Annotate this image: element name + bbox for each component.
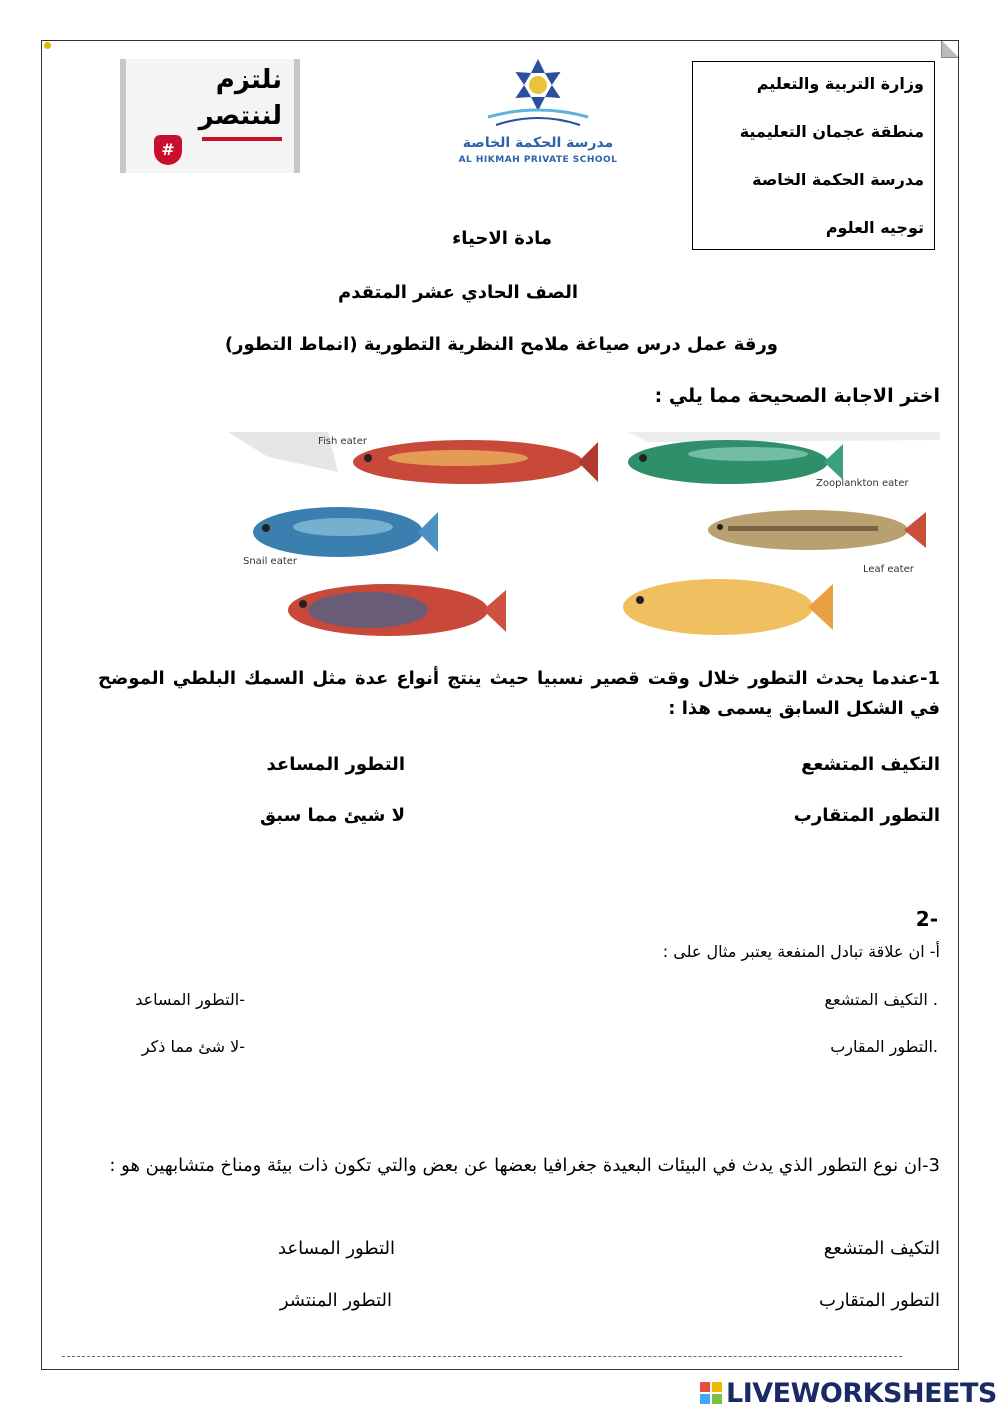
subject-title: مادة الاحياء (452, 228, 552, 249)
school-logo (448, 55, 628, 175)
page-corner-fold (941, 41, 958, 58)
q3-option[interactable]: التطور المساعد (277, 1238, 395, 1259)
q2-option[interactable]: . التكيف المتشعع (824, 990, 938, 1009)
ministry-line: توجيه العلوم (825, 218, 924, 237)
question-3-text: 3-ان نوع التطور الذي يدث في البيئات البعيدة جغرافيا بعضها عن بعض والتي تكون ذات بيئة ومناخ متشابهين هو : (109, 1155, 940, 1176)
liveworksheets-logo-icon (700, 1382, 722, 1404)
slogan-line-2: لننتصر (198, 101, 282, 131)
q1-option[interactable]: لا شيئ مما سبق (260, 805, 405, 826)
ministry-line: منطقة عجمان التعليمية (739, 122, 924, 141)
worksheet-title: ورقة عمل درس صياغة ملامح النظرية التطورية (انماط التطور) (224, 334, 778, 355)
question-2-text: أ- ان علاقة تبادل المنفعة يعتبر مثال على : (662, 942, 940, 961)
red-blue-cichlid-fish (288, 584, 506, 636)
ministry-header-box (692, 61, 935, 250)
slogan-underline (202, 137, 282, 141)
slogan-banner (120, 59, 300, 173)
q2-option[interactable]: -التطور المساعد (135, 990, 245, 1009)
fish-label: Zooplankton eater (816, 478, 909, 489)
q3-option[interactable]: التكيف المتشعع (823, 1238, 940, 1259)
q1-option[interactable]: التطور المتقارب (793, 805, 940, 826)
yellow-cichlid-fish (623, 579, 833, 635)
fish-eater-fish (353, 440, 598, 484)
hashtag-shield-icon: # (154, 135, 182, 165)
ministry-line: مدرسة الحكمة الخاصة (752, 170, 924, 189)
grade-title: الصف الحادي عشر المتقدم (338, 282, 578, 303)
school-logo-icon (448, 55, 628, 135)
q1-option[interactable]: التطور المساعد (266, 754, 405, 775)
fish-label: Snail eater (243, 556, 298, 567)
slogan-line-1: نلتزم (215, 65, 282, 95)
q3-option[interactable]: التطور المنتشر (279, 1290, 392, 1311)
zooplankton-eater-fish (628, 440, 843, 484)
school-logo-arabic: مدرسة الحكمة الخاصة (462, 135, 614, 151)
fish-label: Fish eater (318, 436, 367, 447)
pin-icon (44, 42, 51, 49)
instruction-text: اختر الاجابة الصحيحة مما يلي : (654, 385, 940, 407)
q1-option[interactable]: التكيف المتشعع (801, 754, 940, 775)
question-1-text: 1-عندما يحدث التطور خلال وقت قصير نسبيا حيث ينتج أنواع عدة مثل السمك البلطي الموضح في الشكل السابق يسمى هذا : (98, 668, 940, 719)
snail-eater-fish (253, 507, 438, 557)
leaf-eater-fish (708, 510, 926, 550)
footer-dashed-divider (62, 1356, 902, 1357)
fish-label: Leaf eater (863, 564, 914, 575)
q2-option[interactable]: -لا شئ مما ذكر (141, 1037, 245, 1056)
question-2-number: -2 (915, 907, 938, 931)
cichlid-fish-figure (228, 432, 940, 642)
q3-option[interactable]: التطور المتقارب (819, 1290, 940, 1311)
figure-shadow (628, 432, 940, 442)
liveworksheets-brand[interactable]: LIVEWORKSHEETS (726, 1378, 997, 1409)
q2-option[interactable]: .التطور المقارب (830, 1037, 938, 1056)
ministry-line: وزارة التربية والتعليم (756, 74, 924, 93)
school-logo-english: AL HIKMAH PRIVATE SCHOOL (458, 155, 618, 165)
